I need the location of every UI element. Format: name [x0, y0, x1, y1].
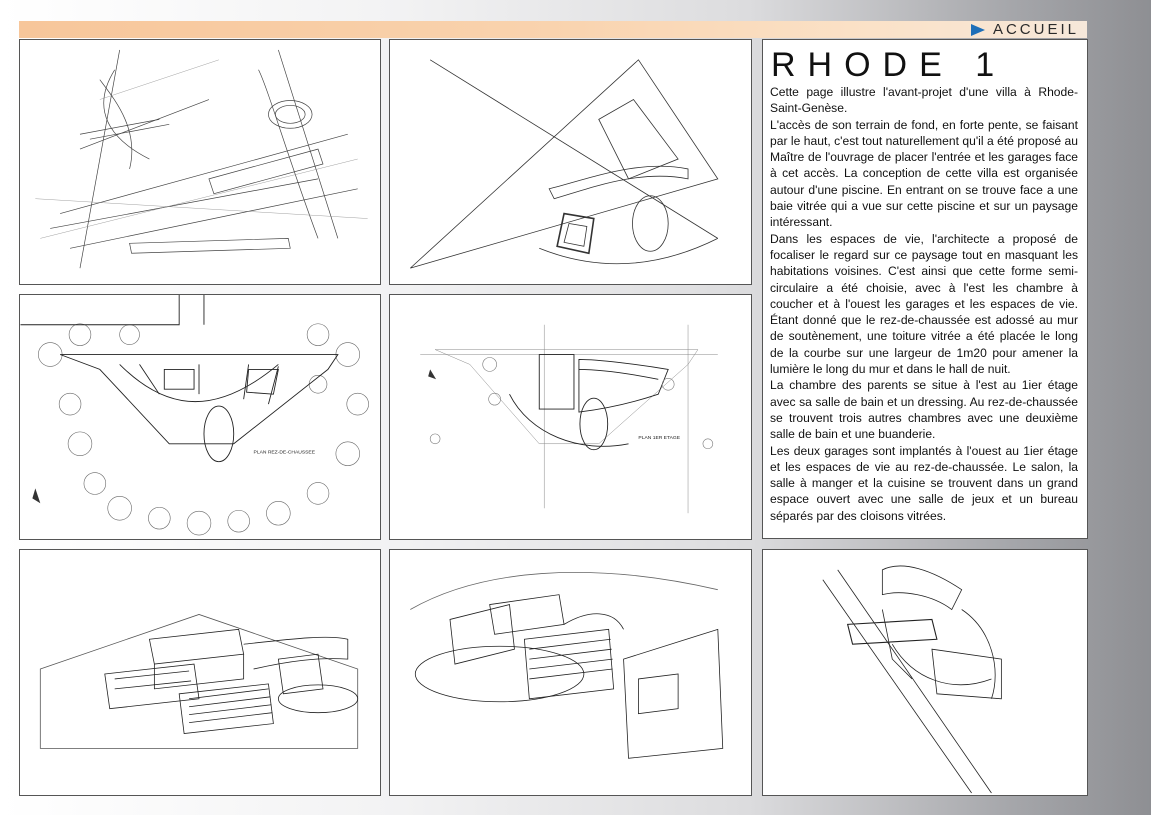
paragraph: Cette page illustre l'avant-projet d'une villa à Rhode-Saint-Genèse.: [770, 85, 1078, 116]
paragraph: L'accès de son terrain de fond, en forte pente, se faisant par le haut, c'est tout naturellement qu'il a été proposé au Maître de l'ouvrage de placer l'entrée et les garages face à cet accès. La conception de cette villa est organisée autour d'une piscine. En entrant on se trouve face a une baie vitrée qui a vue sur cette piscine et sur un paysage intéressant.: [770, 117, 1078, 230]
perspective-view-2: [390, 550, 751, 795]
sketch-panel-1: [19, 39, 381, 285]
paragraph: Dans les espaces de vie, l'architecte a proposé de focaliser le regard sur ce paysage tout en masquant les habitations voisines. C'est ainsi que cette forme semi-circulaire a été choisie, avec à l'est les chambre à coucher et à l'ouest les garages et les espaces de vie. Étant donné que le rez-de-chaussée est adossé au mur de soutènement, une toiture vitrée a été placée le long de la courbe sur une largeur de 1m20 pour amener la lumière le long du mur et dans le hall de nuit.: [770, 231, 1078, 377]
ground-floor-plan: [20, 295, 380, 539]
perspective-view-3: [763, 550, 1087, 795]
perspective-view-3-panel: [762, 549, 1088, 796]
site-layout-sketch: [390, 40, 751, 284]
perspective-view-2-panel: [389, 549, 752, 796]
project-title: RHODE 1: [771, 46, 1007, 84]
paragraph: Les deux garages sont implantés à l'ouest au 1ier étage et les espaces de vie au rez-de-chaussée. Le salon, la salle à manger et la cuisine se trouvent dans un grand espace ouvert avec une salle de jeux et un bureau séparés par des cloisons vitrées.: [770, 443, 1078, 523]
play-arrow-icon: [971, 24, 985, 36]
ground-floor-plan-panel: [19, 294, 381, 540]
project-description-panel: [762, 39, 1088, 539]
sketch-panel-2: [389, 39, 752, 285]
concept-sketch-1: [20, 40, 380, 284]
first-floor-plan-panel: [389, 294, 752, 540]
top-bar: [19, 21, 1087, 38]
home-link[interactable]: [971, 21, 1079, 38]
home-link-label: ACCUEIL: [992, 21, 1079, 38]
first-floor-plan: [390, 295, 751, 539]
project-description: [770, 84, 1078, 524]
paragraph: La chambre des parents se situe à l'est au 1ier étage avec sa salle de bain et un dressing. Au rez-de-chaussée se trouvent trois autres chambres avec une deuxième salle de bain et une buanderie.: [770, 378, 1078, 442]
perspective-view-1: [20, 550, 380, 795]
ground-floor-plan-label: PLAN REZ-DE-CHAUSSEE: [253, 450, 316, 456]
perspective-view-1-panel: [19, 549, 381, 796]
first-floor-plan-label: PLAN 1ER ETAGE: [638, 435, 681, 441]
